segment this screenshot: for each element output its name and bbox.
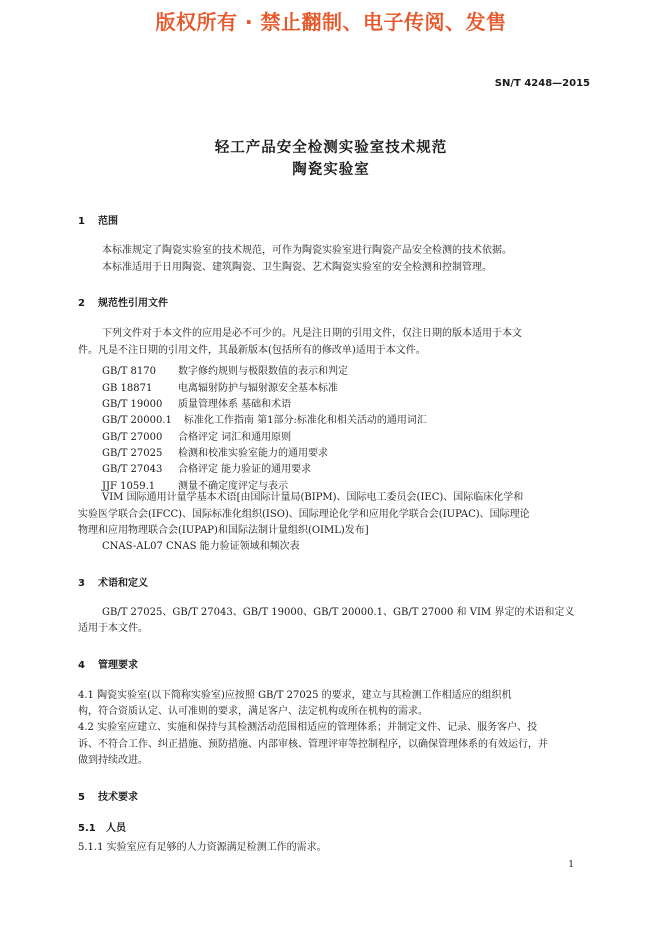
section-number: 5 [78, 792, 85, 803]
section-title: 管理要求 [98, 660, 138, 671]
clause-5-1-1: 5.1.1 实验室应有足够的人力资源满足检测工作的需求。 [78, 842, 327, 853]
reference-item [102, 362, 348, 377]
reference-item [102, 395, 291, 410]
reference-name: 合格评定 词汇和通用原则 [178, 432, 292, 443]
reference-item [102, 444, 328, 459]
section-title: 技术要求 [98, 792, 138, 803]
section-1-para-1: 本标准规定了陶瓷实验室的技术规范，可作为陶瓷实验室进行陶瓷产品安全检测的技术依据。 [102, 245, 512, 256]
reference-item [102, 379, 338, 394]
section-3-heading [78, 574, 148, 589]
vim-reference-line-1: VIM 国际通用计量学基本术语[由国际计量局(BIPM)、国际电工委员会(IEC)、国际临床化学和 [102, 492, 524, 503]
reference-name: 数字修约规则与极限数值的表示和判定 [178, 366, 348, 377]
reference-name: 质量管理体系 基础和术语 [178, 399, 292, 410]
section-number: 3 [78, 578, 85, 589]
standard-number: SN/T 4248—2015 [494, 78, 590, 89]
clause-4-2-line-2: 诉、不符合工作、纠正措施、预防措施、内部审核、管理评审等控制程序，以确保管理体系的有效运行，并 [78, 739, 548, 750]
reference-name: 检测和校准实验室能力的通用要求 [178, 448, 328, 459]
reference-name: 标准化工作指南 第1部分:标准化和相关活动的通用词汇 [183, 415, 427, 426]
vim-reference-line-3: 物理和应用物理联合会(IUPAP)和国际法制计量组织(OIML)发布] [78, 525, 369, 536]
section-1-heading [78, 212, 118, 227]
reference-name: 合格评定 能力验证的通用要求 [178, 464, 312, 475]
section-title: 规范性引用文件 [98, 298, 168, 309]
reference-code: JJF 1059.1 [102, 481, 156, 492]
section-2-intro-line-1: 下列文件对于本文件的应用是必不可少的。凡是注日期的引用文件，仅注日期的版本适用于本文 [102, 328, 522, 339]
clause-number: 5.1 [78, 823, 96, 834]
reference-code: GB/T 27000 [102, 432, 163, 443]
clause-4-2-line-3: 做到持续改进。 [78, 755, 148, 766]
watermark-banner: 版权所有 · 禁止翻制、电子传阅、发售 [155, 10, 507, 34]
reference-code: GB 18871 [102, 383, 153, 394]
vim-reference-line-2: 实验医学联合会(IFCC)、国际标准化组织(ISO)、国际理论化学和应用化学联合会(IUPAC)、国际理论 [78, 509, 530, 520]
reference-code: GB/T 27025 [102, 448, 163, 459]
reference-name: 电离辐射防护与辐射源安全基本标准 [178, 383, 338, 394]
clause-5-1-heading [78, 819, 126, 834]
section-title: 范围 [98, 216, 118, 227]
clause-4-1-line-1: 4.1 陶瓷实验室(以下简称实验室)应按照 GB/T 27025 的要求，建立与其检测工作相适应的组织机 [78, 690, 512, 701]
section-4-heading [78, 656, 138, 671]
reference-item [102, 428, 291, 443]
section-2-intro-line-2: 件。凡是不注日期的引用文件，其最新版本(包括所有的修改单)适用于本文件。 [78, 345, 426, 356]
section-number: 2 [78, 298, 85, 309]
reference-code: GB/T 8170 [102, 366, 157, 377]
section-number: 4 [78, 660, 85, 671]
reference-name: 测量不确定度评定与表示 [178, 481, 288, 492]
clause-4-2-line-1: 4.2 实验室应建立、实施和保持与其检测活动范围相适应的管理体系；并制定文件、记录、服务客户、投 [78, 722, 538, 733]
section-1-para-2: 本标准适用于日用陶瓷、建筑陶瓷、卫生陶瓷、艺术陶瓷实验室的安全检测和控制管理。 [102, 262, 492, 273]
reference-item [102, 411, 427, 426]
reference-code: GB/T 19000 [102, 399, 163, 410]
reference-code: GB/T 20000.1 [102, 415, 172, 426]
clause-title: 人员 [106, 823, 126, 834]
section-number: 1 [78, 216, 85, 227]
cnas-reference: CNAS-AL07 CNAS 能力验证领域和频次表 [102, 541, 300, 552]
document-subtitle: 陶瓷实验室 [292, 162, 370, 178]
section-2-heading [78, 294, 168, 309]
document-title: 轻工产品安全检测实验室技术规范 [214, 140, 448, 156]
section-3-line-2: 适用于本文件。 [78, 623, 148, 634]
section-title: 术语和定义 [98, 578, 148, 589]
section-3-line-1: GB/T 27025、GB/T 27043、GB/T 19000、GB/T 20000.1、GB/T 27000 和 VIM 界定的术语和定义 [102, 607, 575, 618]
page-number: 1 [568, 860, 574, 870]
reference-item [102, 460, 311, 475]
reference-code: GB/T 27043 [102, 464, 163, 475]
section-5-heading [78, 788, 138, 803]
clause-4-1-line-2: 构，符合资质认定、认可准则的要求，满足客户、法定机构或所在机构的需求。 [78, 706, 428, 717]
